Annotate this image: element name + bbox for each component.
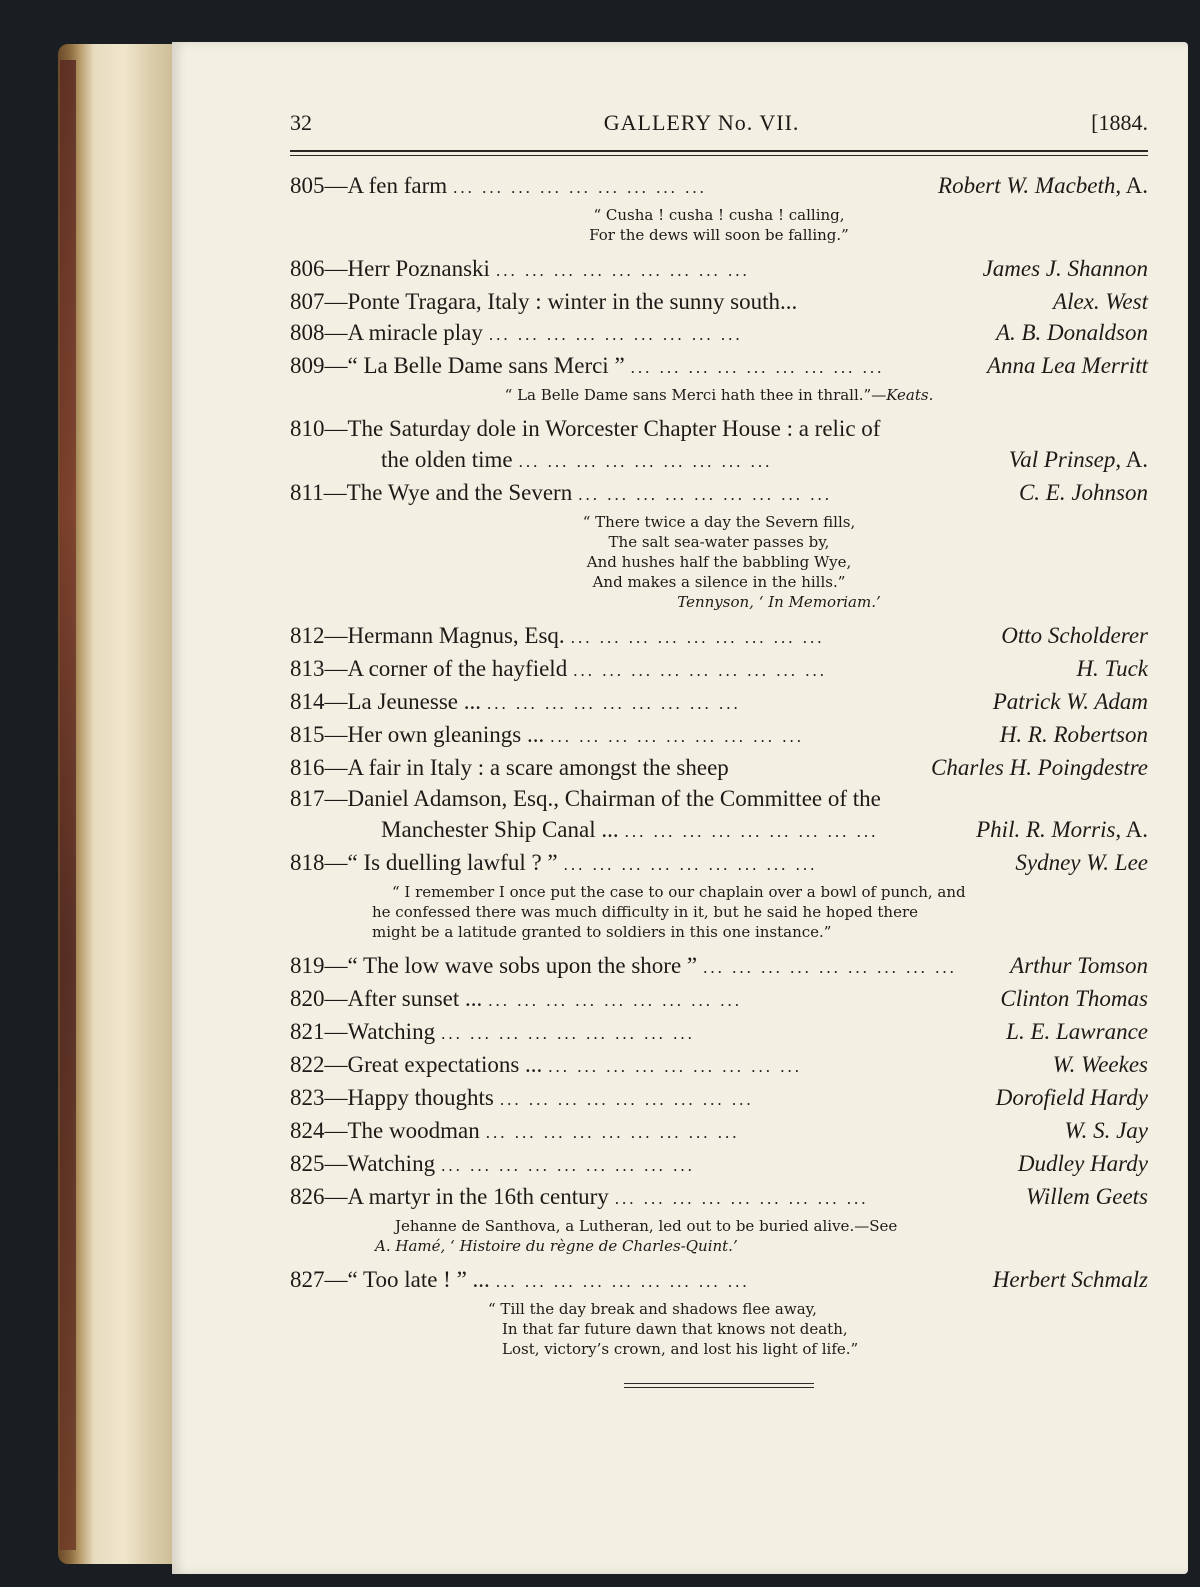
leader-dots: ... ... ... ... ... ... ... ... ... xyxy=(563,855,818,874)
quote-line: he confessed there was much difficulty in it, but he said he hoped there xyxy=(372,903,919,921)
entry-artist: H. Tuck xyxy=(1076,656,1148,681)
leader-dots: ... ... ... ... ... ... ... ... ... xyxy=(485,1123,740,1142)
entry-title: 821—Watching xyxy=(290,1019,436,1044)
leader-dots: ... ... ... ... ... ... ... ... ... xyxy=(703,958,957,977)
catalogue-entry-812 xyxy=(290,620,1148,653)
entry-artist: Herbert Schmalz xyxy=(992,1267,1148,1292)
entry-artist: W. Weekes xyxy=(1052,1052,1148,1077)
entry-artist: Arthur Tomson xyxy=(1010,953,1148,978)
catalogue-entry-807 xyxy=(290,286,1148,317)
quote-attribution: Keats. xyxy=(886,386,934,404)
entry-title: 815—Her own gleanings ... xyxy=(290,722,545,747)
note-line: Jehanne de Santhova, a Lutheran, led out to be buried alive.—See xyxy=(395,1217,898,1235)
book-page-edges xyxy=(58,44,178,1564)
end-rule xyxy=(624,1383,814,1384)
entry-title: 822—Great expectations ... xyxy=(290,1052,543,1077)
quote-line: “ There twice a day the Severn fills, xyxy=(582,513,856,531)
entry-title: 812—Hermann Magnus, Esq. xyxy=(290,623,565,648)
catalogue-entry-817 xyxy=(290,814,1148,847)
catalogue-entry-815 xyxy=(290,719,1148,752)
entry-title: 818—“ Is duelling lawful ? ” xyxy=(290,850,558,875)
leader-dots: ... ... ... ... ... ... ... ... ... xyxy=(578,485,832,504)
quote-line: “ I remember I once put the case to our chaplain over a bowl of punch, and xyxy=(392,883,966,901)
catalogue-entry-811 xyxy=(290,477,1148,510)
catalogue-entry-816 xyxy=(290,752,1148,783)
leader-dots: ... ... ... ... ... ... ... ... ... xyxy=(550,727,804,746)
entry-artist: Phil. R. Morris, A. xyxy=(976,817,1148,842)
entry-title: the olden time xyxy=(381,447,513,472)
entry-artist: Alex. West xyxy=(1053,289,1148,314)
quote-line: In that far future dawn that knows not death, xyxy=(502,1320,848,1338)
entry-title: 825—Watching xyxy=(290,1151,436,1176)
header-rule xyxy=(290,150,1148,152)
leader-dots: ... ... ... ... ... ... ... ... ... xyxy=(487,694,741,713)
catalogue-entry-821 xyxy=(290,1016,1148,1049)
quote-line: “ La Belle Dame sans Merci hath thee in thrall.”— xyxy=(504,386,887,404)
entry-artist: Patrick W. Adam xyxy=(992,689,1148,714)
catalogue-entry-810-line1: 810—The Saturday dole in Worcester Chapter House : a relic of xyxy=(290,416,881,441)
entry-title: 811—The Wye and the Severn xyxy=(290,480,573,505)
entry-title: 820—After sunset ... xyxy=(290,986,483,1011)
catalogue-entry-814 xyxy=(290,686,1148,719)
entry-title: 824—The woodman xyxy=(290,1118,480,1143)
entry-title: 816—A fair in Italy : a scare amongst the sheep xyxy=(290,755,729,780)
quote-attribution: Tennyson, ‘ In Memoriam.’ xyxy=(677,593,881,611)
quote-811 xyxy=(290,512,1148,612)
entry-artist: Robert W. Macbeth, A. xyxy=(938,173,1148,198)
entry-artist: L. E. Lawrance xyxy=(1006,1019,1148,1044)
entry-artist: James J. Shannon xyxy=(982,256,1148,281)
catalogue-entry-808 xyxy=(290,317,1148,350)
catalogue-entry-809 xyxy=(290,350,1148,383)
catalogue-entry-824 xyxy=(290,1115,1148,1148)
entry-title: 823—Happy thoughts xyxy=(290,1085,494,1110)
quote-line: “ Till the day break and shadows flee away, xyxy=(488,1300,817,1318)
page-header xyxy=(290,110,1148,144)
leader-dots: ... ... ... ... ... ... ... ... ... xyxy=(488,991,743,1010)
quote-line: And hushes half the babbling Wye, xyxy=(586,553,852,571)
year: [1884. xyxy=(1091,110,1148,135)
entry-artist: Otto Scholderer xyxy=(1001,623,1148,648)
catalogue-entry-813 xyxy=(290,653,1148,686)
note-826 xyxy=(290,1216,1148,1256)
catalogue-entry-822 xyxy=(290,1049,1148,1082)
entry-artist: Charles H. Poingdestre xyxy=(931,755,1148,780)
end-rule-thin xyxy=(624,1387,814,1388)
entry-title: 807—Ponte Tragara, Italy : winter in the sunny south... xyxy=(290,289,798,314)
page-content xyxy=(290,110,1148,1388)
entry-title: 827—“ Too late ! ” ... xyxy=(290,1267,490,1292)
book-page xyxy=(172,42,1188,1574)
catalogue-entry-806 xyxy=(290,253,1148,286)
entry-artist: Dorofield Hardy xyxy=(995,1085,1148,1110)
leader-dots: ... ... ... ... ... ... ... ... ... xyxy=(488,325,743,344)
quote-line: “ Cusha ! cusha ! cusha ! calling, xyxy=(593,206,845,224)
leader-dots: ... ... ... ... ... ... ... ... ... xyxy=(518,452,773,471)
leader-dots: ... ... ... ... ... ... ... ... ... xyxy=(624,822,879,841)
leader-dots: ... ... ... ... ... ... ... ... ... xyxy=(499,1090,754,1109)
quote-809 xyxy=(290,385,1148,405)
entry-artist: W. S. Jay xyxy=(1064,1118,1148,1143)
leader-dots: ... ... ... ... ... ... ... ... ... xyxy=(453,178,707,197)
quote-line: The salt sea-water passes by, xyxy=(608,533,830,551)
entry-artist: Val Prinsep, A. xyxy=(1008,447,1148,472)
leader-dots: ... ... ... ... ... ... ... ... ... xyxy=(630,358,885,377)
quote-805 xyxy=(290,205,1148,245)
entry-title: 813—A corner of the hayfield xyxy=(290,656,568,681)
quote-line: Lost, victory’s crown, and lost his light of life.” xyxy=(502,1340,859,1358)
entry-title: 808—A miracle play xyxy=(290,320,483,345)
catalogue-entry-827 xyxy=(290,1264,1148,1297)
entry-title: 806—Herr Poznanski xyxy=(290,256,490,281)
leader-dots: ... ... ... ... ... ... ... ... ... xyxy=(441,1024,695,1043)
entry-artist: Dudley Hardy xyxy=(1017,1151,1148,1176)
quote-827 xyxy=(290,1299,1148,1359)
entry-artist: C. E. Johnson xyxy=(1018,480,1148,505)
entry-title: 814—La Jeunesse ... xyxy=(290,689,481,714)
leader-dots: ... ... ... ... ... ... ... ... ... xyxy=(573,661,827,680)
catalogue-entry-818 xyxy=(290,847,1148,880)
leader-dots: ... ... ... ... ... ... ... ... ... xyxy=(614,1189,869,1208)
leader-dots: ... ... ... ... ... ... ... ... ... xyxy=(548,1057,803,1076)
quote-818 xyxy=(290,882,1148,942)
entry-artist: H. R. Robertson xyxy=(999,722,1148,747)
catalogue-entry-826 xyxy=(290,1181,1148,1214)
entry-artist: Sydney W. Lee xyxy=(1015,850,1148,875)
catalogue-entry-820 xyxy=(290,983,1148,1016)
catalogue-entry-805 xyxy=(290,170,1148,203)
entry-title: 819—“ The low wave sobs upon the shore ” xyxy=(290,953,698,978)
quote-line: And makes a silence in the hills.” xyxy=(592,573,846,591)
page-number: 32 xyxy=(290,110,312,135)
entry-title: Manchester Ship Canal ... xyxy=(381,817,619,842)
entry-artist: A. B. Donaldson xyxy=(995,320,1148,345)
leader-dots: ... ... ... ... ... ... ... ... ... xyxy=(441,1156,695,1175)
entry-artist: Willem Geets xyxy=(1026,1184,1148,1209)
catalogue-entry-825 xyxy=(290,1148,1148,1181)
quote-line: For the dews will soon be falling.” xyxy=(589,226,849,244)
leader-dots: ... ... ... ... ... ... ... ... ... xyxy=(495,1272,750,1291)
note-line: A. Hamé, ‘ Histoire du règne de Charles-Quint.’ xyxy=(375,1237,738,1255)
entry-title: 809—“ La Belle Dame sans Merci ” xyxy=(290,353,625,378)
leader-dots: ... ... ... ... ... ... ... ... ... xyxy=(495,261,750,280)
entry-title: 805—A fen farm xyxy=(290,173,448,198)
leader-dots: ... ... ... ... ... ... ... ... ... xyxy=(570,628,825,647)
catalogue-entry-819 xyxy=(290,950,1148,983)
catalogue-entry-817-line1: 817—Daniel Adamson, Esq., Chairman of the Committee of the xyxy=(290,786,881,811)
entry-artist: Clinton Thomas xyxy=(1000,986,1148,1011)
entry-title: 826—A martyr in the 16th century xyxy=(290,1184,609,1209)
entry-artist: Anna Lea Merritt xyxy=(987,353,1148,378)
gallery-title: GALLERY No. VII. xyxy=(603,110,800,135)
catalogue-entry-810 xyxy=(290,444,1148,477)
book-spine xyxy=(60,60,76,1550)
catalogue-entry-823 xyxy=(290,1082,1148,1115)
quote-line: might be a latitude granted to soldiers in this one instance.” xyxy=(372,923,832,941)
header-rule-thin xyxy=(290,155,1148,156)
